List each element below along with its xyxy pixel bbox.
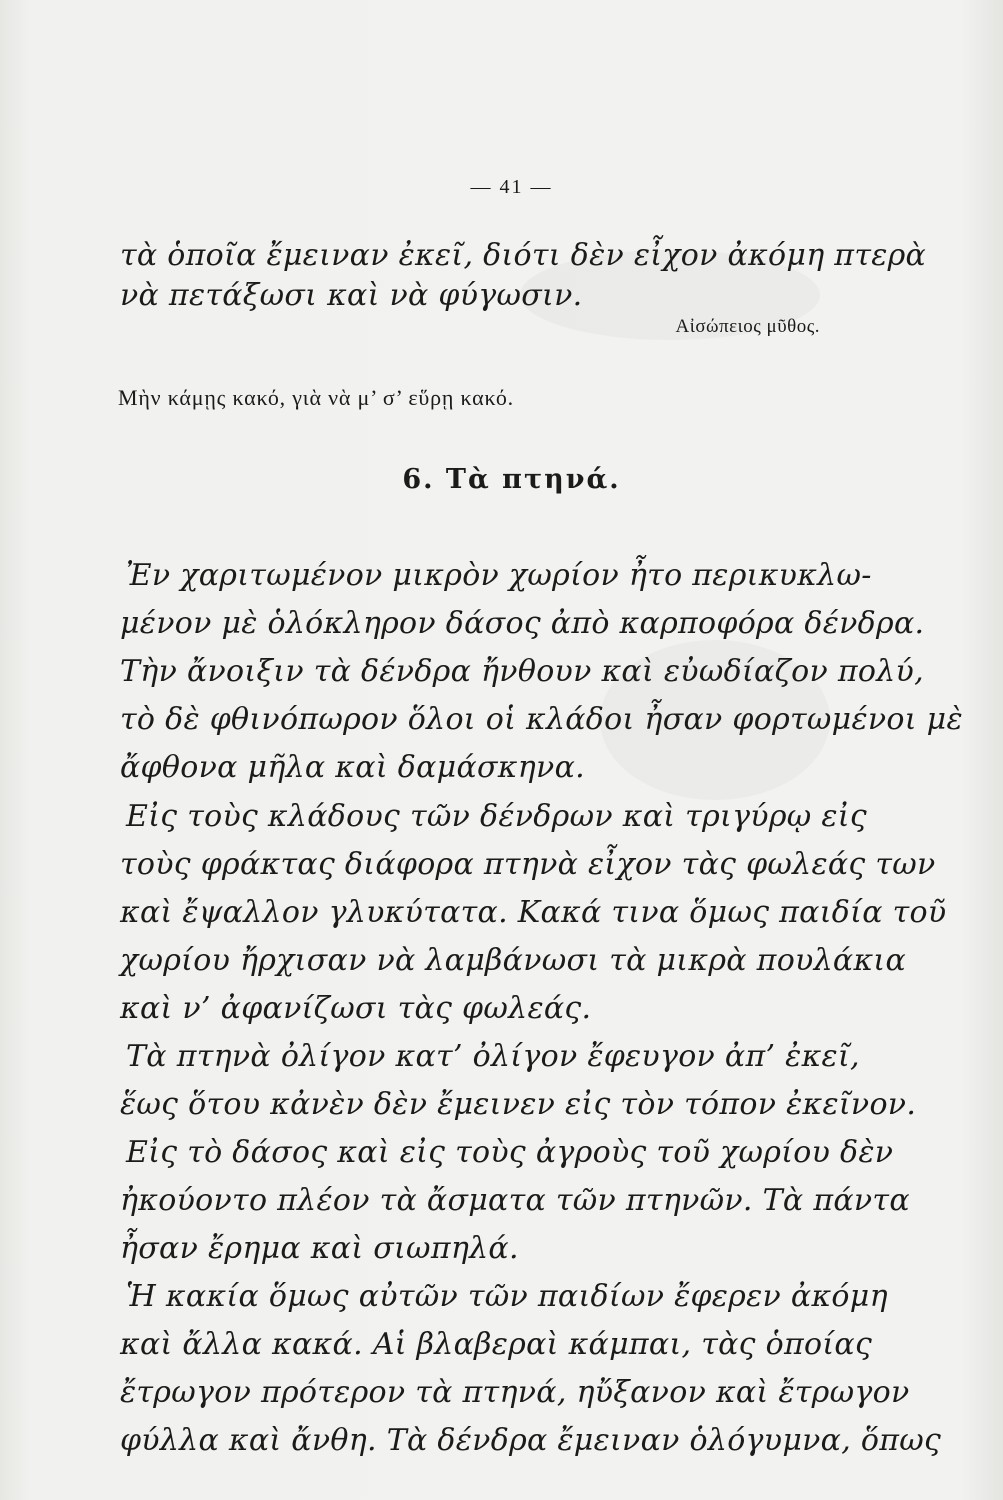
- body-line: χωρίου ἤρχισαν νὰ λαμβάνωσι τὰ μικρὰ πουλάκια: [120, 943, 907, 978]
- body-line: φύλλα καὶ ἄνθη. Τὰ δένδρα ἔμειναν ὁλόγυμνα, ὅπως: [120, 1423, 942, 1458]
- body-line: ἕως ὅτου κἀνὲν δὲν ἔμεινεν εἰς τὸν τόπον ἐκεῖνον.: [120, 1087, 917, 1122]
- body-line: τοὺς φράκτας διάφορα πτηνὰ εἶχον τὰς φωλεάς των: [120, 847, 936, 882]
- body-line: Εἰς τὸ δάσος καὶ εἰς τοὺς ἀγροὺς τοῦ χωρίου δὲν: [126, 1135, 894, 1170]
- body-line: Ἡ κακία ὅμως αὐτῶν τῶν παιδίων ἔφερεν ἀκόμη: [126, 1279, 888, 1314]
- proverb: Μὴν κάμῃς κακό, γιὰ νὰ μ’ σ’ εὕρῃ κακό.: [118, 385, 514, 410]
- body-line: ἠκούοντο πλέον τὰ ἄσματα τῶν πτηνῶν. Τὰ πάντα: [120, 1183, 910, 1218]
- body-line: ἔτρωγον πρότερον τὰ πτηνά, ηὔξανον καὶ ἔτρωγον: [120, 1375, 910, 1410]
- page-number: — 41 —: [470, 176, 553, 198]
- body-line: καὶ ἔψαλλον γλυκύτατα. Κακά τινα ὅμως παιδία τοῦ: [120, 895, 947, 930]
- body-line: καὶ ἄλλα κακά. Αἱ βλαβεραὶ κάμπαι, τὰς ὁποίας: [120, 1327, 873, 1362]
- chapter-heading: 6. Τὰ πτηνά.: [402, 464, 621, 495]
- body-line: Τὴν ἄνοιξιν τὰ δένδρα ἤνθουν καὶ εὐωδίαζον πολύ,: [120, 654, 924, 689]
- body-line: Εἰς τοὺς κλάδους τῶν δένδρων καὶ τριγύρῳ εἰς: [126, 799, 867, 834]
- text-line: τὰ ὁποῖα ἔμειναν ἐκεῖ, διότι δὲν εἶχον ἀκόμη πτερὰ: [120, 238, 927, 273]
- body-line: Ἐν χαριτωμένον μικρὸν χωρίον ἦτο περικυκλω-: [126, 558, 872, 593]
- body-line: μένον μὲ ὁλόκληρον δάσος ἀπὸ καρποφόρα δένδρα.: [120, 606, 925, 641]
- body-line: ἦσαν ἔρημα καὶ σιωπηλά.: [120, 1231, 519, 1266]
- body-line: ἄφθονα μῆλα καὶ δαμάσκηνα.: [120, 750, 585, 785]
- body-line: καὶ ν’ ἀφανίζωσι τὰς φωλεάς.: [120, 991, 592, 1026]
- text-line: νὰ πετάξωσι καὶ νὰ φύγωσιν.: [120, 278, 583, 313]
- body-line: Τὰ πτηνὰ ὀλίγον κατ’ ὀλίγον ἔφευγον ἀπ’ ἐκεῖ,: [126, 1039, 860, 1074]
- source-attribution: Αἰσώπειος μῦθος.: [675, 316, 820, 337]
- body-line: τὸ δὲ φθινόπωρον ὅλοι οἱ κλάδοι ἦσαν φορτωμένοι μὲ: [120, 702, 963, 737]
